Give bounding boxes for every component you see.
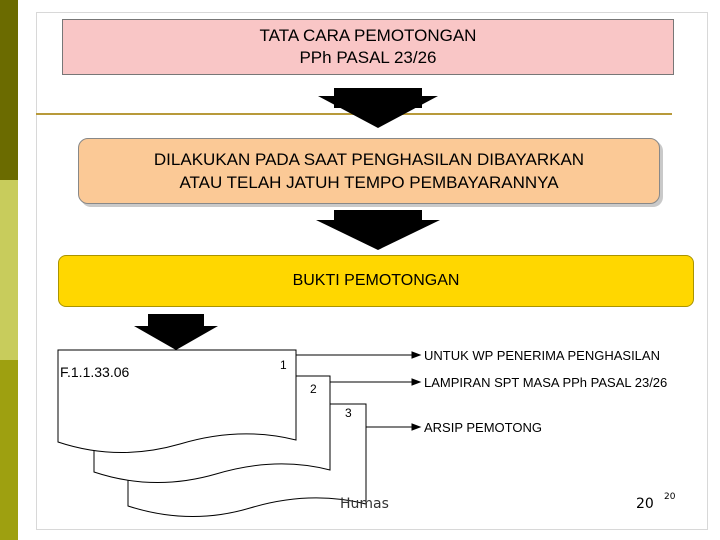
copy-number-3: 3 [345,406,352,420]
condition-box [78,138,660,204]
down-arrow-3 [134,314,218,350]
copy-number-2: 2 [310,382,317,396]
down-arrow-2 [316,210,440,250]
connector-arrow-1 [296,352,420,358]
copy-destination-3: ARSIP PEMOTONG [424,420,542,435]
form-code: F.1.1.33.06 [60,364,130,380]
page-number: 20 [636,496,654,512]
connector-arrow-3 [366,424,420,430]
title-line-1: TATA CARA PEMOTONGAN [259,26,477,45]
condition-line-2: ATAU TELAH JATUH TEMPO PEMBAYARANNYA [179,173,559,192]
connector-arrow-2 [330,379,420,385]
proof-box [58,255,694,307]
copy-number-1: 1 [280,358,287,372]
proof-label: BUKTI PEMOTONGAN [292,272,460,289]
copy-destination-1: UNTUK WP PENERIMA PENGHASILAN [424,348,660,363]
copy-destination-2: LAMPIRAN SPT MASA PPh PASAL 23/26 [424,375,668,390]
down-arrow-1 [318,88,438,128]
page-number-superscript: 20 [664,492,676,502]
condition-line-1: DILAKUKAN PADA SAAT PENGHASILAN DIBAYARKAN [153,150,585,169]
title-line-2: PPh PASAL 23/26 [299,48,437,67]
footer-text: Humas [340,496,389,512]
